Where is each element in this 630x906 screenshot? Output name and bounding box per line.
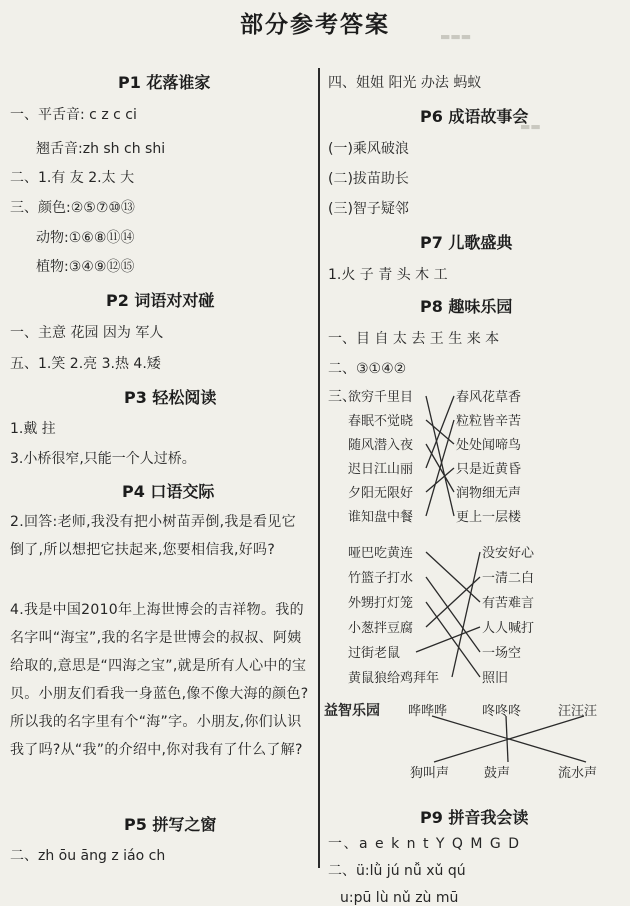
poem-right-item: 更上一层楼: [456, 510, 522, 525]
poem-left-item: 夕阳无限好: [348, 486, 414, 501]
answer-line: 二、1.有 友 2.太 大: [10, 170, 135, 186]
answer-line: (一)乘风破浪: [328, 141, 409, 157]
section-heading-p9: P9 拼音我会读: [420, 808, 529, 827]
saying-match-line: [426, 552, 480, 602]
saying-left-item: 小葱拌豆腐: [348, 621, 414, 636]
poem-match-line: [426, 468, 454, 492]
saying-right-item: 照旧: [482, 671, 509, 686]
section-heading-p1: P1 花落谁家: [118, 73, 211, 92]
poem-left-item: 谁知盘中餐: [348, 510, 414, 525]
answer-line: 翘舌音:zh sh ch shi: [36, 141, 166, 157]
left-column: [0, 60, 320, 871]
answer-line: 植物:③④⑨⑫⑮: [36, 259, 135, 275]
answer-line: 二、③①④②: [328, 361, 407, 377]
answer-line: 三、: [328, 389, 356, 405]
sound-bottom-item: 流水声: [558, 766, 598, 781]
bleed-through-mark: ▬▬▬: [440, 30, 472, 43]
saying-right-item: 没安好心: [482, 546, 535, 561]
answer-line: 五、1.笑 2.亮 3.热 4.矮: [10, 356, 161, 372]
poem-right-item: 春风花草香: [456, 390, 522, 405]
poem-right-item: 粒粒皆辛苦: [456, 414, 522, 429]
answer-line: 一、目 自 太 去 王 生 来 本: [328, 331, 500, 347]
section-heading-p4: P4 口语交际: [122, 482, 215, 501]
saying-right-item: 一场空: [482, 646, 522, 661]
answer-line: 一、平舌音: c z c ci: [10, 107, 137, 123]
sound-bottom-item: 狗叫声: [410, 766, 450, 781]
matching-lines: [322, 60, 630, 871]
poem-left-item: 欲穷千里目: [348, 390, 414, 405]
saying-left-item: 外甥打灯笼: [348, 596, 414, 611]
answer-paragraph: 4.我是中国2010年上海世博会的吉祥物。我的名字叫“海宝”,我的名字是世博会的叔叔、阿姨给取的,意思是“四海之宝”,就是所有人心中的宝贝。小朋友们看我一身蓝色,像不像大海的颜色?所以我的名字里有个“海”字。小朋友,你们认识我了吗?从“我”的介绍中,你对我有了什么了解?: [10, 602, 309, 758]
bleed-through-mark: ▬▬: [520, 120, 541, 133]
poem-left-item: 春眠不觉晓: [348, 414, 414, 429]
saying-match-line: [426, 602, 480, 677]
poem-right-item: 只是近黄昏: [456, 462, 522, 477]
saying-right-item: 一清二白: [482, 571, 535, 586]
saying-right-item: 有苦难言: [482, 596, 535, 611]
answer-line: u:pū lù nǔ zù mū: [340, 890, 459, 906]
sound-bottom-item: 鼓声: [484, 766, 511, 781]
sound-top-item: 咚咚咚: [482, 704, 522, 719]
poem-left-item: 迟日江山丽: [348, 462, 414, 477]
saying-right-item: 人人喊打: [482, 621, 535, 636]
answer-line: 动物:①⑥⑧⑪⑭: [36, 230, 135, 246]
poem-right-item: 润物细无声: [456, 486, 522, 501]
right-column: [322, 60, 630, 906]
section-heading-p8: P8 趣味乐园: [420, 297, 513, 316]
answer-line: 1.戴 拄: [10, 421, 56, 437]
poem-right-item: 处处闻啼鸟: [456, 438, 522, 453]
section-heading-p3: P3 轻松阅读: [124, 388, 217, 407]
page-title: 部分参考答案: [240, 12, 390, 38]
answer-line: 三、颜色:②⑤⑦⑩⑬: [10, 200, 135, 216]
poem-match-line: [426, 420, 454, 516]
section-heading-p5: P5 拼写之窗: [124, 815, 217, 834]
answer-line: 1.火 子 青 头 木 工: [328, 267, 448, 283]
section-heading-p7: P7 儿歌盛典: [420, 233, 513, 252]
answer-line: (三)智子疑邻: [328, 201, 409, 217]
answer-line: (二)拔苗助长: [328, 171, 409, 187]
poem-left-item: 随风潜入夜: [348, 438, 414, 453]
saying-left-item: 过街老鼠: [348, 646, 401, 661]
answer-line: 二、ü:lǜ jú nǚ xǔ qú: [328, 863, 466, 879]
sound-top-item: 哗哗哗: [408, 704, 448, 719]
answer-line: 一、主意 花园 因为 军人: [10, 325, 164, 341]
saying-left-item: 竹篮子打水: [348, 571, 414, 586]
yizhi-label: 益智乐园: [324, 703, 380, 719]
sound-top-item: 汪汪汪: [558, 704, 598, 719]
answer-line: 四、姐姐 阳光 办法 蚂蚁: [328, 75, 482, 91]
saying-match-line: [426, 577, 480, 627]
answer-line: 3.小桥很窄,只能一个人过桥。: [10, 451, 196, 467]
answer-line: 一、a e k n t Y Q M G D: [328, 836, 521, 852]
saying-left-item: 哑巴吃黄连: [348, 546, 414, 561]
saying-left-item: 黄鼠狼给鸡拜年: [348, 671, 440, 686]
answer-line: 二、zh ōu āng z iáo ch: [10, 848, 166, 864]
section-heading-p6: P6 成语故事会: [420, 107, 529, 126]
answer-paragraph: 2.回答:老师,我没有把小树苗弄倒,我是看见它倒了,所以想把它扶起来,您要相信我,好吗?: [10, 514, 296, 558]
section-heading-p2: P2 词语对对碰: [106, 291, 215, 310]
